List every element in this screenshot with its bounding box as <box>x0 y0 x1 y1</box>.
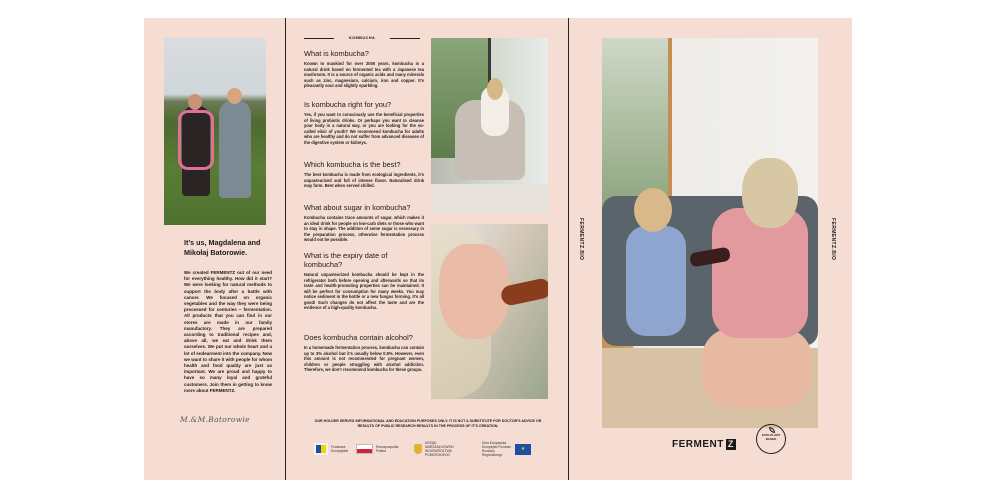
qa-item <box>304 333 424 373</box>
website-vertical-left: FERMENTZ.BIO <box>578 218 584 261</box>
qa-answer: Known to mankind for over 2000 years, kombucha is a natural drink based on fermented tea with a Japanese tea mushroom. It is a source of organic acids and many minerals such as zinc, magnesium, calcium, iron and copper. It’s pleasantly sour and slightly sparkling. <box>304 61 424 88</box>
qa-question: What is the expiry date of kombucha? <box>304 251 388 269</box>
qa-item <box>304 100 424 145</box>
intro-body: We created FERMENTZ out of our need for everything healthy. How did it start? We were looking for natural methods to support the body after a battle with cancer. We focused on organic vegetables and the way they were being processed for centuries – fermentation. All products that you can find in our stores are made in our family manufactory. They are prepared according to traditional recipes and, above all, we eat and drink them ourselves. We put our whole heart and a lot of endearment into the company. Now we want to share it with people for whom health and food quality are just as important. We are proud and happy to have so many loyal and grateful customers. Join them in getting to know more about FERMENTZ. <box>184 270 272 393</box>
funding-logo-rp <box>356 439 402 459</box>
eu-text <box>482 441 512 457</box>
woman-in-armchair-photo <box>431 38 548 214</box>
qa-question: Which kombucha is the best? <box>304 160 401 169</box>
mother-daughter-photo <box>602 38 818 428</box>
qa-question: Does kombucha contain alcohol? <box>304 333 413 342</box>
fe-label: Fundusze Europejskie <box>331 445 349 453</box>
qa-item <box>304 49 424 89</box>
intro-title: It’s us, Magdalena and Mikołaj Batorowie. <box>184 238 261 257</box>
qa-question: What about sugar in kombucha? <box>304 203 411 212</box>
qa-question: What is kombucha? <box>304 49 369 58</box>
qa-item <box>304 251 424 311</box>
funding-logo-region <box>414 439 465 459</box>
qa-answer: In a homemade fermentation process, kombucha can contain up to 3% alcohol but it’s usually below 0.5%. However, even this amount is not recommended for pregnant women, children or people struggling with alcohol addiction. Therefore, we don’t recommend kombucha for these groups. <box>304 345 424 372</box>
qa-answer: Natural unpasteurized kombucha should be kept in the refrigerator both before opening and afterwards so that its taste and health-promoting properties can be maintained. It will be perfect for consumption for many weeks. You may notice sediment in the bottle or a new fungus forming. It’s all good! Such changes do not affect the taste and are the evidence of a high-quality kombucha. <box>304 272 424 310</box>
polish-flag-icon <box>356 444 373 454</box>
woman-drinking-photo <box>431 224 548 399</box>
website-vertical-right: FERMENTZ.BIO <box>830 218 836 261</box>
founders-photo <box>164 38 266 225</box>
eu-label: Unia Europejska <box>482 441 507 445</box>
fold-line-left <box>285 18 286 480</box>
qa-item <box>304 203 424 243</box>
brand-z-mark: Z <box>727 439 734 449</box>
qa-item <box>304 160 424 189</box>
brand-name: FERMENT <box>672 439 724 450</box>
disclaimer: OUR HOLDER SERVES INFORMATIONAL AND EDUCATION PURPOSES ONLY. IT IS NOT A SUBSTITUTE FOR DOCTOR'S ADVICE OR RESULTS OF PUBLIC RESEARCH RESULTS IN THE PROCESS OF IT'S CREATION. <box>314 419 542 428</box>
section-header-label: KOMBUCHA <box>348 35 376 40</box>
rp-label: Rzeczpospolita Polska <box>376 445 399 453</box>
fold-line-right <box>568 18 569 480</box>
pomorskie-crest-icon <box>414 444 422 454</box>
signature: M.&M.Batorowie <box>180 415 250 424</box>
brochure-sheet <box>144 18 852 480</box>
plant-based-badge <box>756 424 786 454</box>
qa-answer: Kombucha contains trace amounts of sugar, which makes it an ideal drink for people on low-carb diets or those who want to stay in shape. The addition of some sugar is necessary in the preparation process, otherwise fermentation process would not be possible. <box>304 215 424 242</box>
qa-answer: Yes, if you want to consciously use the beneficial properties of living probiotic drinks. Or perhaps you want to cleanse your body in a natural way, or you are looking for the so-called elixir of youth? We recommend kombucha for adults who are healthy and do not suffer from advanced diseases of the digestive system or kidneys. <box>304 112 424 145</box>
eu-sub-label: Europejski Fundusz Rozwoju Regionalnego <box>482 445 511 457</box>
funding-logo-fe <box>314 439 353 459</box>
qa-question: Is kombucha right for you? <box>304 100 392 109</box>
qa-answer: The best kombucha is made from ecological ingredients, it’s unpasteurized and full of intense flavor. Naturalised drink may form. Best when served chilled. <box>304 172 424 188</box>
fe-logo-icon <box>314 443 328 455</box>
section-header <box>304 35 420 43</box>
fermentz-logo <box>672 439 736 450</box>
eu-flag-icon: ★ <box>515 444 531 455</box>
region-label: URZĄD MARSZAŁKOWSKI WOJEWÓDZTWA POMORSKIEGO <box>425 441 454 457</box>
badge-label: 100% PLANT BASED <box>761 433 781 441</box>
funding-logo-eu <box>482 439 531 459</box>
